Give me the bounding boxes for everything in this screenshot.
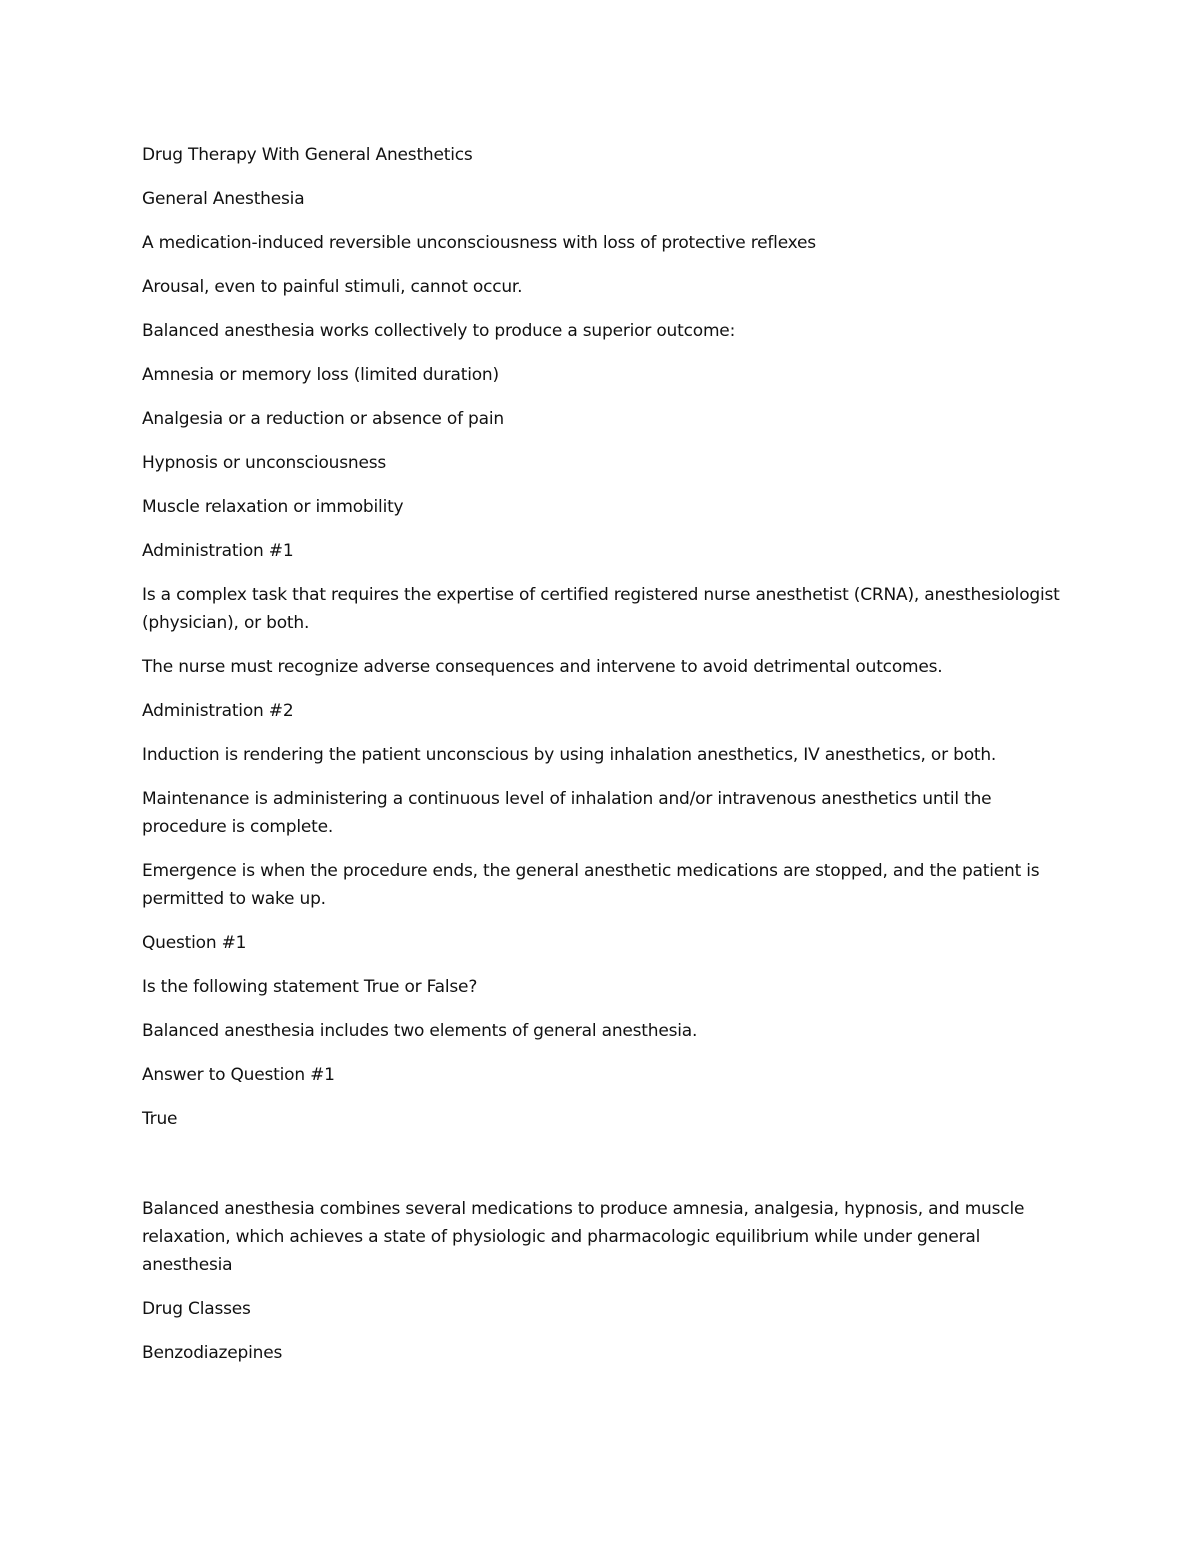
paragraph: Balanced anesthesia includes two elements of general anesthesia. — [142, 1021, 698, 1041]
document-body — [142, 141, 1072, 1383]
answer-text: True — [142, 1109, 178, 1129]
paragraph: Muscle relaxation or immobility — [142, 497, 404, 517]
paragraph: Arousal, even to painful stimuli, cannot occur. — [142, 277, 523, 297]
paragraph: Emergence is when the procedure ends, the general anesthetic medications are stopped, and the patient is permitted to wake up. — [142, 861, 1040, 909]
paragraph: Hypnosis or unconsciousness — [142, 453, 387, 473]
paragraph: Benzodiazepines — [142, 1343, 283, 1363]
section-heading-answer-1: Answer to Question #1 — [142, 1065, 335, 1085]
paragraph: Balanced anesthesia combines several medications to produce amnesia, analgesia, hypnosis, and muscle relaxation, which achieves a state of physiologic and pharmacologic equilibrium while under general anesthesia — [142, 1199, 1025, 1275]
section-heading-question-1: Question #1 — [142, 933, 247, 953]
paragraph: Is a complex task that requires the expertise of certified registered nurse anesthetist (CRNA), anesthesiologist (physician), or both. — [142, 585, 1060, 633]
section-heading-administration-1: Administration #1 — [142, 541, 294, 561]
section-heading-general-anesthesia: General Anesthesia — [142, 189, 305, 209]
paragraph: Is the following statement True or False? — [142, 977, 478, 997]
paragraph: Induction is rendering the patient unconscious by using inhalation anesthetics, IV anesthetics, or both. — [142, 745, 997, 765]
paragraph: The nurse must recognize adverse consequences and intervene to avoid detrimental outcomes. — [142, 657, 943, 677]
paragraph: Balanced anesthesia works collectively to produce a superior outcome: — [142, 321, 736, 341]
paragraph: Maintenance is administering a continuous level of inhalation and/or intravenous anesthetics until the procedure is complete. — [142, 789, 992, 837]
section-heading-drug-classes: Drug Classes — [142, 1299, 251, 1319]
blank-line — [142, 1149, 1072, 1195]
section-heading-administration-2: Administration #2 — [142, 701, 294, 721]
document-title: Drug Therapy With General Anesthetics — [142, 145, 473, 165]
paragraph: Analgesia or a reduction or absence of pain — [142, 409, 504, 429]
paragraph: Amnesia or memory loss (limited duration) — [142, 365, 499, 385]
paragraph: A medication-induced reversible unconsciousness with loss of protective reflexes — [142, 233, 816, 253]
